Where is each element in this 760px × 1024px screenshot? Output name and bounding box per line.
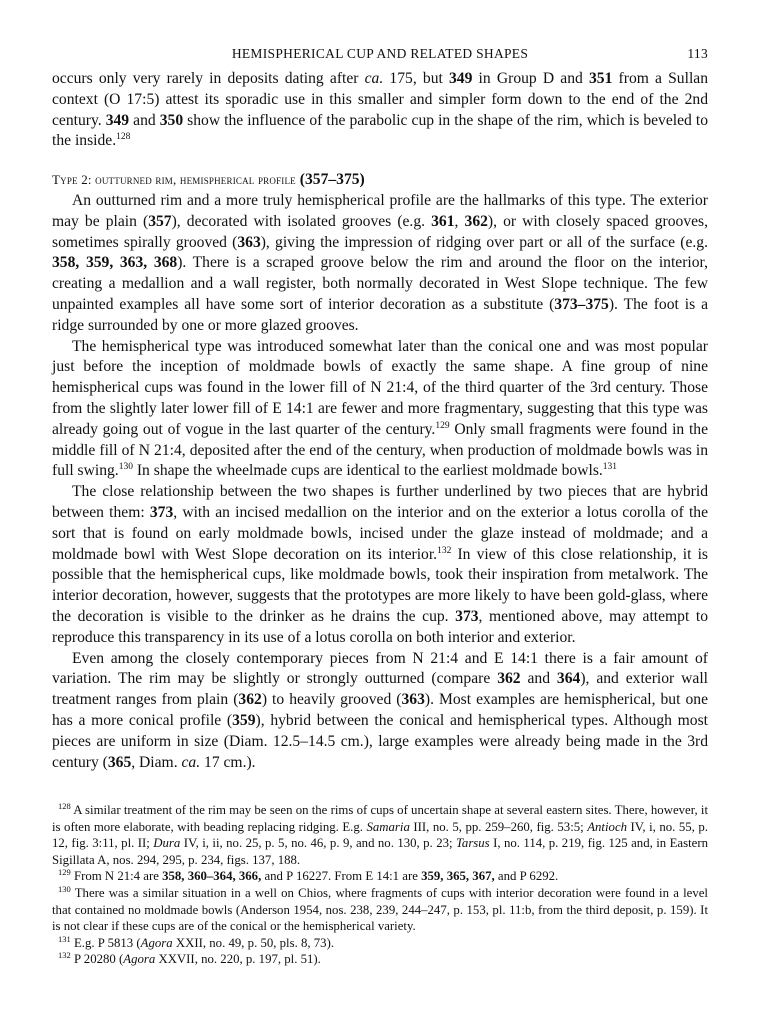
paragraph-2: The hemispherical type was introduced somewhat later than the conical one and was most popular just before the inception of moldmade bowls of exactly the same shape. A fine group of nine hemispherical cups was found in the lower fill of N 21:4, of the third quarter of the 3rd century. Those from the slightly later lower fill of E 14:1 are fewer and more fragmentary, suggesting that this type was already going out of vogue in the last quarter of the century.$^{129}$ Only small fragments were found in the middle fill of N 21:4, deposited after the end of the century, when production of moldmade bowls was in full swing.$^{130}$ In shape the wheelmade cups are identical to the earliest moldmade bowls.$^{131}$ — [52, 337, 708, 480]
section-heading — [52, 170, 708, 191]
intro-paragraph: occurs only very rarely in deposits dating after ca. 175, but 349 in Group D and 351 from a Sullan context (O 17:5) attest its sporadic use in this smaller and simpler form down to the end of the 2nd century. 349 and 350 show the influence of the parabolic cup in the shape of the rim, which is beveled to the inside.$^{128}$ — [52, 70, 708, 150]
page-number: 113 — [687, 46, 708, 61]
paragraph-3: The close relationship between the two shapes is further underlined by two pieces that are hybrid between them: 373, with an incised medallion on the interior and on the exterior a lotus corolla of the sort that is found on early moldmade bowls, incised under the glaze instead of moldmade; and a moldmade bowl with West Slope decoration on its interior.$^{132}$ In view of this close relationship, it is possible that the hemispherical cups, like moldmade bowls, took their inspiration from metalwork. The interior decoration, however, suggests that the prototypes are more likely to have been gold-glass, where the decoration is visible to the drinker as he drains the cup. 373, mentioned above, may attempt to reproduce this transparency in its use of a lotus corolla on both interior and exterior. — [52, 483, 709, 646]
footnote-ref: 130 — [118, 462, 133, 473]
footnote-ref: 128 — [116, 132, 131, 143]
catalog-ref: 350 — [159, 111, 184, 129]
running-header — [52, 36, 708, 60]
catalog-ref: 349 — [449, 70, 473, 87]
footnote-ref: 132 — [437, 545, 452, 556]
footnote-132: $^{132}$ P 20280 (Agora XXVII, no. 220, p. 197, pl. 51). — [58, 950, 321, 967]
catalog-ref: 351 — [589, 70, 613, 87]
paragraph-4: Even among the closely contemporary pieces from N 21:4 and E 14:1 there is a fair amount of variation. The rim may be slightly or strongly outturned (compare 362 and 364), and exterior wall treatment ranges from plain (362) to heavily grooved (363). Most examples are hemispherical, but one has a more conical profile (359), hybrid between the conical and hemispherical types. Although most pieces are uniform in size (Diam. 12.5–14.5 cm.), large examples were already being made in the 3rd century (365, Diam. ca. 17 cm.). — [52, 649, 708, 771]
section-range: (357–375) — [299, 171, 365, 189]
footnote-ref: 129 — [435, 420, 450, 431]
footnote-129: $^{129}$ From N 21:4 are 358, 360–364, 366, and P 16227. From E 14:1 are 359, 365, 367, and P 6292. — [58, 867, 559, 884]
catalog-ref: 349 — [105, 111, 130, 129]
book-page — [52, 36, 708, 1016]
footnote-130: $^{130}$ There was a similar situation in a well on Chios, where fragments of cups with interior decoration were found in a level that contained no moldmade bowls (Anderson 1954, nos. 238, 239, 244–247, p. 153, pl. 11:b, from the third deposit, p. 159). It is not clear if these cups are of the conical or the hemispherical variety. — [52, 883, 708, 934]
footnote-128: $^{128}$ A similar treatment of the rim may be seen on the rims of cups of uncertain shape at several eastern sites. There, however, it is often more elaborate, with beading replacing ridging. E.g. Samaria III, no. 5, pp. 259–260, fig. 53:5; Antioch IV, i, no. 55, p. 12, fig. 3:11, pl. II; Dura IV, i, ii, no. 25, p. 5, no. 46, p. 9, and no. 130, p. 23; Tarsus I, no. 114, p. 219, fig. 125 and, in Eastern Sigillata A, nos. 294, 295, p. 234, figs. 137, 188. — [52, 801, 708, 867]
footnotes — [52, 802, 708, 968]
footnote-131: $^{131}$ E.g. P 5813 (Agora XXII, no. 49, p. 50, pls. 8, 73). — [58, 933, 335, 950]
paragraph-1: An outturned rim and a more truly hemispherical profile are the hallmarks of this type. The exterior may be plain (357), decorated with isolated grooves (e.g. 361, 362), or with closely spaced grooves, sometimes spirally grooved (363), giving the impression of ridging over part or all of the surface (e.g. 358, 359, 363, 368). There is a scraped groove below the rim and around the floor on the interior, creating a medallion and a wall register, both normally decorated in West Slope technique. The few unpainted examples all have some sort of interior decoration as a substitute (373–375). The foot is a ridge surrounded by one or more glazed grooves. — [52, 191, 709, 334]
footnote-ref: 131 — [602, 462, 618, 473]
running-title: HEMISPHERICAL CUP AND RELATED SHAPES — [231, 46, 529, 61]
section-label: Type 2: outturned rim, hemispherical profile — [52, 172, 296, 188]
